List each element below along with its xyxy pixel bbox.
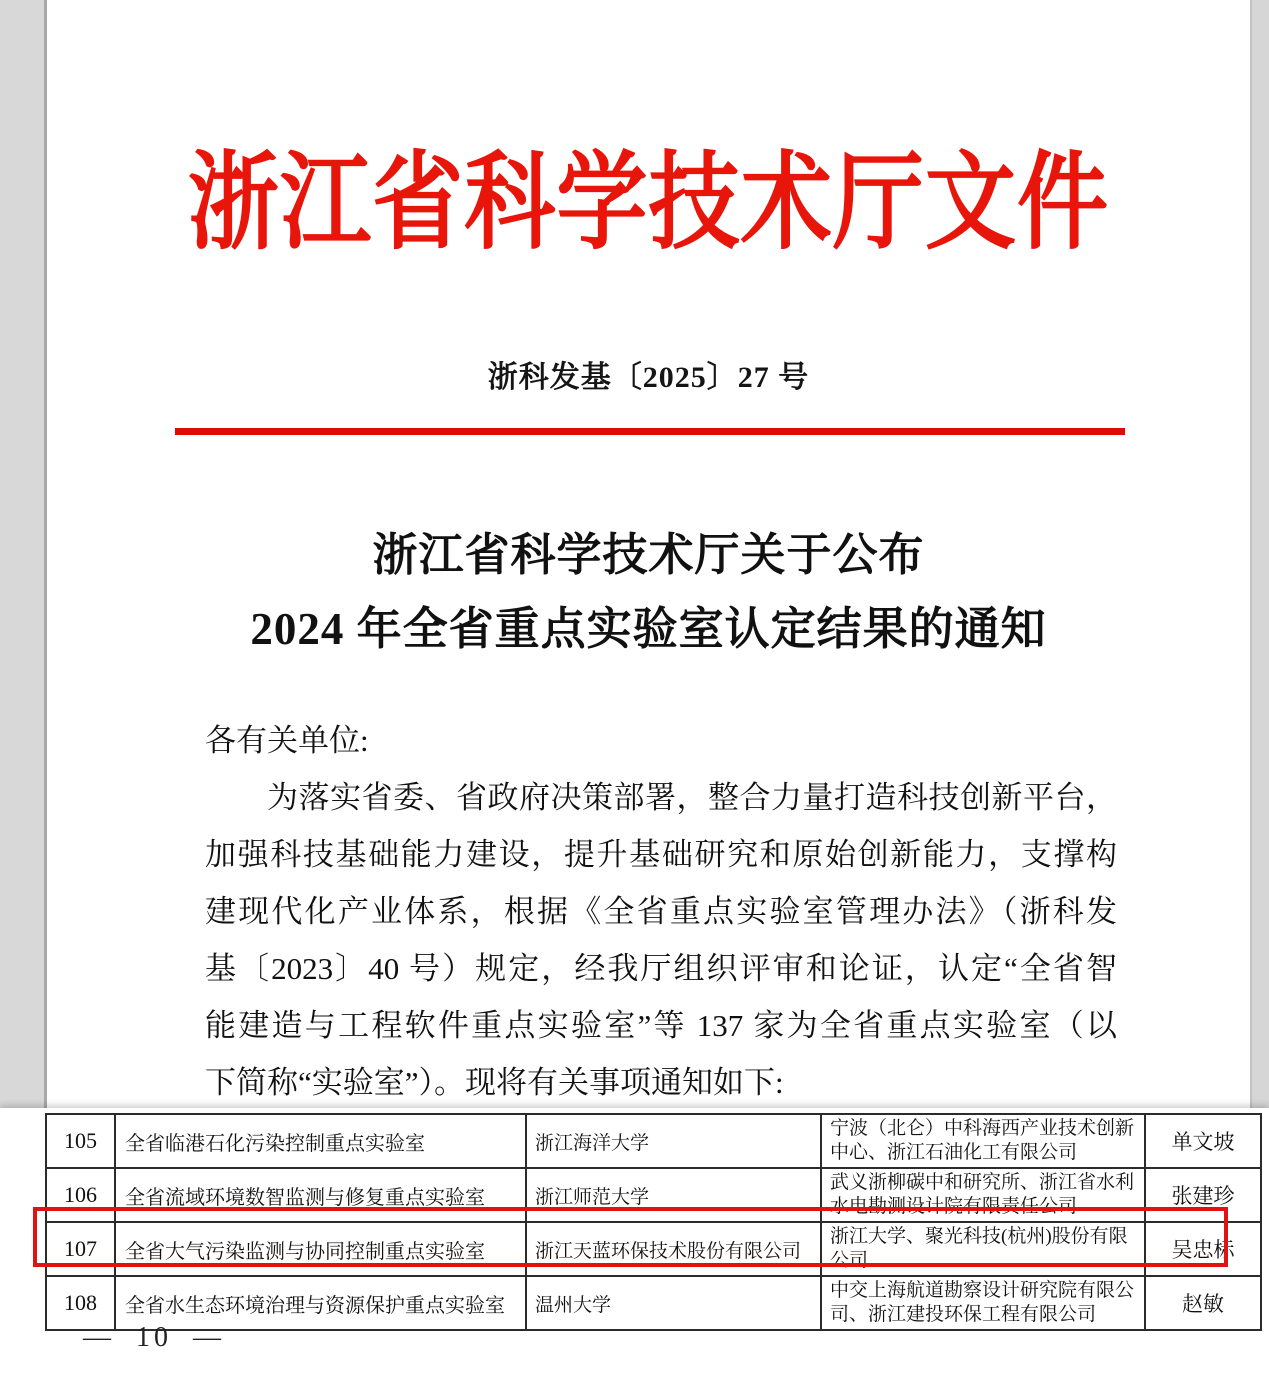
notice-title-line-2: 2024 年全省重点实验室认定结果的通知 (250, 604, 1047, 654)
table-row (46, 1276, 1261, 1330)
body-line: 能建造与工程软件重点实验室”等 137 家为全省重点实验室（以 (205, 1008, 1117, 1043)
director-cell: 吴忠标 (1145, 1222, 1261, 1276)
lab-name-cell: 全省大气污染监测与协同控制重点实验室 (115, 1222, 526, 1276)
host-unit-cell: 浙江天蓝环保技术股份有限公司 (526, 1222, 821, 1276)
host-unit-cell: 温州大学 (526, 1276, 821, 1330)
row-number-cell: 106 (46, 1168, 115, 1222)
page-left-margin (0, 0, 47, 1108)
lab-name-cell: 全省临港石化污染控制重点实验室 (115, 1114, 526, 1168)
salutation: 各有关单位: (205, 723, 369, 758)
document-header-title: 浙江省科学技术厅文件 (187, 145, 1110, 264)
partner-units-cell: 浙江大学、聚光科技(杭州)股份有限公司 (821, 1222, 1145, 1276)
director-cell: 单文坡 (1145, 1114, 1261, 1168)
director-cell: 赵敏 (1145, 1276, 1261, 1330)
director-cell: 张建珍 (1145, 1168, 1261, 1222)
lab-name-cell: 全省水生态环境治理与资源保护重点实验室 (115, 1276, 526, 1330)
document-number: 浙科发基〔2025〕27 号 (487, 361, 810, 394)
red-highlight-box-row-107 (33, 1207, 1228, 1267)
body-line: 下简称“实验室”）。现将有关事项通知如下: (205, 1065, 784, 1100)
table-row (46, 1114, 1261, 1168)
body-line: 基〔2023〕40 号）规定，经我厅组织评审和论证，认定“全省智 (205, 951, 1117, 986)
body-line: 加强科技基础能力建设，提升基础研究和原始创新能力，支撑构 (205, 837, 1117, 872)
partner-units-cell: 中交上海航道勘察设计研究院有限公司、浙江建投环保工程有限公司 (821, 1276, 1145, 1330)
document-page (47, 0, 1250, 1108)
body-line: 建现代化产业体系，根据《全省重点实验室管理办法》（浙科发 (205, 894, 1117, 929)
page-right-margin (1250, 0, 1269, 1108)
row-number-cell: 108 (46, 1276, 115, 1330)
page-number: — 10 — (83, 1322, 225, 1353)
host-unit-cell: 浙江海洋大学 (526, 1114, 821, 1168)
row-number-cell: 105 (46, 1114, 115, 1168)
partner-units-cell: 宁波（北仑）中科海西产业技术创新中心、浙江石油化工有限公司 (821, 1114, 1145, 1168)
notice-title-line-1: 浙江省科学技术厅关于公布 (372, 530, 925, 580)
partner-units-cell: 武义浙柳碳中和研究所、浙江省水利水电勘测设计院有限责任公司 (821, 1168, 1145, 1222)
lab-table-overlay (0, 1108, 1269, 1386)
body-line: 为落实省委、省政府决策部署，整合力量打造科技创新平台， (267, 780, 1117, 815)
row-number-cell: 107 (46, 1222, 115, 1276)
notice-body (205, 712, 1117, 1111)
red-divider-rule (175, 428, 1125, 435)
lab-name-cell: 全省流域环境数智监测与修复重点实验室 (115, 1168, 526, 1222)
host-unit-cell: 浙江师范大学 (526, 1168, 821, 1222)
